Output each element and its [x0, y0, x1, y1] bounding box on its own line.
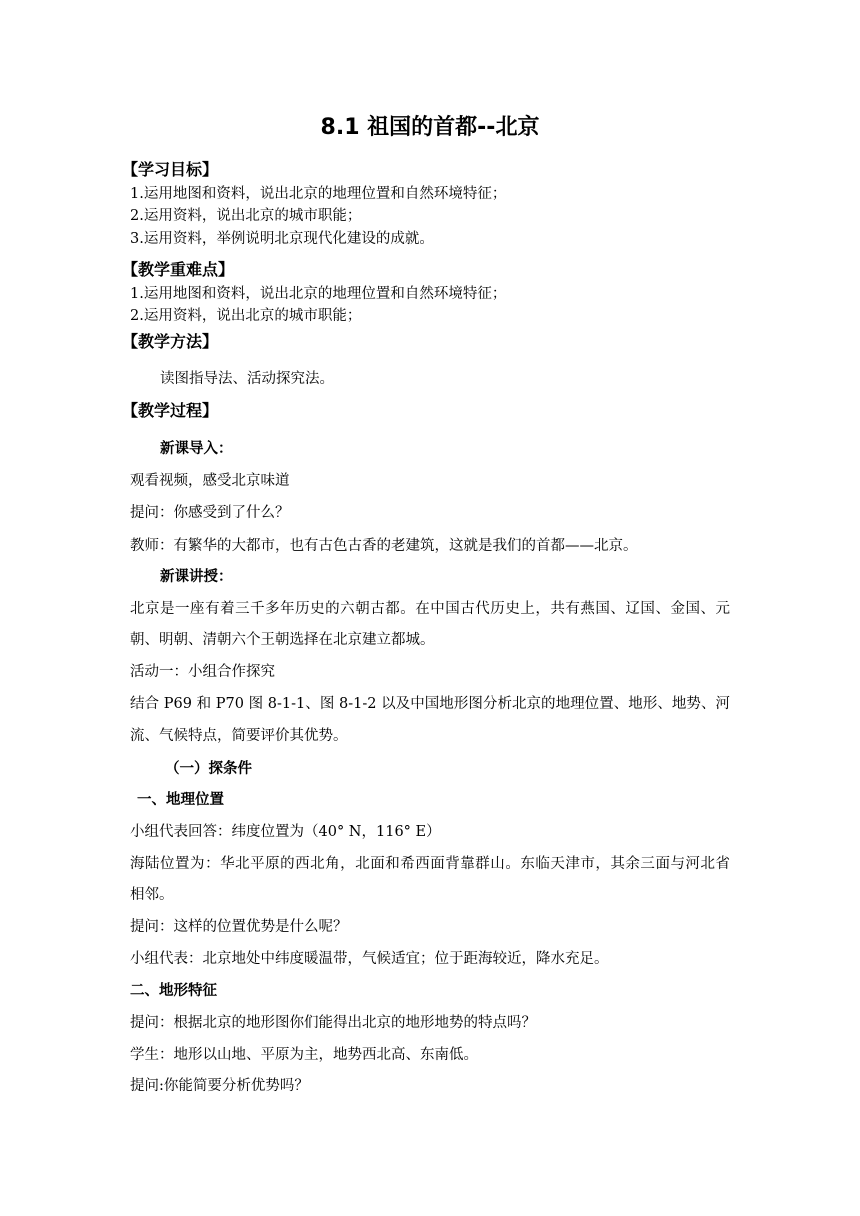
activity-one: 活动一：小组合作探究: [130, 664, 275, 680]
lecture-line-1: 北京是一座有着三千多年历史的六朝古都。在中国古代历史上，共有燕国、辽国、金国、元: [130, 601, 730, 617]
intro-line-3: 教师：有繁华的大都市，也有古色古香的老建筑，这就是我们的首都——北京。: [130, 538, 638, 554]
geo-line-2: 海陆位置为：华北平原的西北角，北面和希西面背靠群山。东临天津市，其余三面与河北省: [130, 856, 730, 872]
lecture-label: 新课讲授：: [160, 569, 233, 585]
geo-line-4: 提问：这样的位置优势是什么呢？: [130, 919, 348, 935]
intro-line-2: 提问：你感受到了什么？: [130, 505, 290, 521]
objective-item-3: 3.运用资料，举例说明北京现代化建设的成就。: [130, 231, 434, 247]
lecture-line-5: 流、气候特点，简要评价其优势。: [130, 728, 348, 744]
terrain-heading: 二、地形特征: [130, 983, 217, 999]
key-point-item-1: 1.运用地图和资料，说出北京的地理位置和自然环境特征；: [130, 286, 507, 302]
geo-line-5: 小组代表：北京地处中纬度暖温带，气候适宜；位于距海较近，降水充足。: [130, 951, 609, 967]
geo-line-1: 小组代表回答：纬度位置为（40° N，116° E）: [130, 824, 441, 840]
objectives-heading: 【学习目标】: [122, 160, 219, 179]
methods-heading: 【教学方法】: [122, 332, 219, 351]
intro-label: 新课导入：: [160, 441, 233, 457]
lecture-line-4: 结合 P69 和 P70 图 8-1-1、图 8-1-2 以及中国地形图分析北京的地理位置、地形、地势、河: [130, 696, 730, 712]
key-points-heading: 【教学重难点】: [122, 260, 235, 279]
terrain-line-1: 提问：根据北京的地形图你们能得出北京的地形地势的特点吗？: [130, 1015, 536, 1031]
process-heading: 【教学过程】: [122, 401, 219, 420]
terrain-line-2: 学生：地形以山地、平原为主，地势西北高、东南低。: [130, 1047, 478, 1063]
methods-text: 读图指导法、活动探究法。: [160, 371, 334, 387]
geo-heading: 一、地理位置: [137, 792, 224, 808]
objective-item-2: 2.运用资料，说出北京的城市职能；: [130, 208, 362, 224]
objective-item-1: 1.运用地图和资料，说出北京的地理位置和自然环境特征；: [130, 186, 507, 202]
geo-line-3: 相邻。: [130, 887, 174, 903]
part1-label: （一）探条件: [165, 761, 252, 777]
page-title: 8.1 祖国的首都--北京: [320, 115, 540, 140]
lecture-line-2: 朝、明朝、清朝六个王朝选择在北京建立都城。: [130, 632, 435, 648]
intro-line-1: 观看视频，感受北京味道: [130, 473, 290, 489]
terrain-line-3: 提问:你能简要分析优势吗？: [130, 1078, 309, 1094]
key-point-item-2: 2.运用资料，说出北京的城市职能；: [130, 308, 362, 324]
